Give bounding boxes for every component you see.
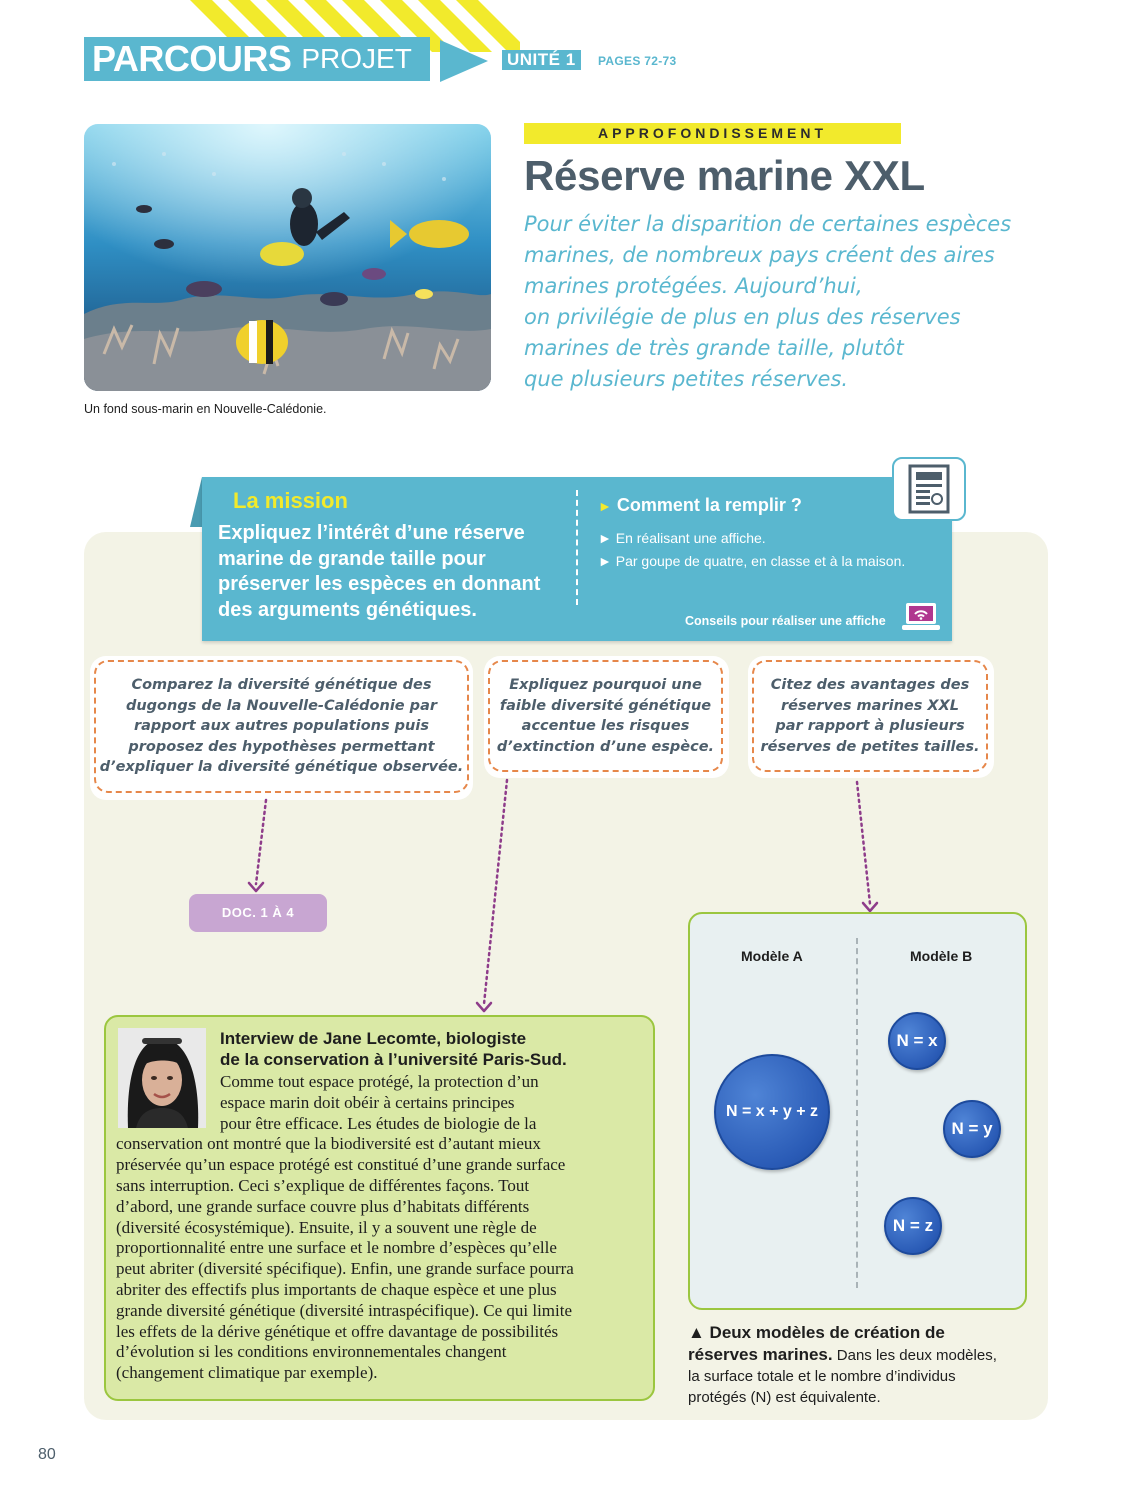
conseils-link[interactable]: Conseils pour réaliser une affiche: [685, 614, 886, 628]
interview-heading: [220, 1028, 640, 1070]
small-reserve-circle-z: N = z: [884, 1197, 942, 1255]
model-a-label: Modèle A: [741, 948, 803, 964]
kicker-label: APPROFONDISSEMENT: [524, 123, 901, 144]
interview-heading-line: de la conservation à l’université Paris-Sud.: [220, 1050, 567, 1069]
intro-line: marines de très grande taille, plutôt: [524, 336, 904, 360]
photo-caption: Un fond sous-marin en Nouvelle-Calédonie.: [84, 402, 327, 416]
interview-line: d’abord, une grande surface couvre plus d’habitats différents: [116, 1196, 530, 1216]
interview-line: (changement climatique par exemple).: [116, 1363, 378, 1383]
caption-text: la surface totale et le nombre d’individus: [688, 1368, 956, 1385]
intro-line: on privilégie de plus en plus des réserves: [524, 305, 961, 329]
question-line: Comparez la diversité génétique des: [131, 677, 432, 694]
question-line: accentue les risques: [521, 718, 690, 734]
question-line: proposez des hypothèses permettant: [128, 738, 435, 755]
banner-parcours: PARCOURS: [92, 38, 292, 79]
mission-line: Expliquez l’intérêt d’une réserve: [218, 522, 525, 544]
unit-label: UNITÉ 1: [502, 50, 581, 70]
interview-line: grande diversité génétique (diversité intraspécifique). Ce qui limite: [116, 1300, 573, 1320]
question-line: par rapport à plusieurs: [775, 718, 965, 734]
model-b-label: Modèle B: [910, 948, 973, 964]
models-divider: [856, 938, 858, 1288]
question-line: rapport aux autres populations puis: [134, 718, 429, 735]
small-reserve-circle-x: N = x: [888, 1012, 946, 1070]
interview-line: peut abriter (diversité spécifique). Enfin, une grande surface pourra: [116, 1259, 574, 1279]
question-line: d’expliquer la diversité génétique observée.: [99, 759, 464, 776]
how-title-text: Comment la remplir ?: [616, 495, 802, 515]
interview-line: pour être efficace. Les études de biologie de la: [220, 1113, 537, 1133]
intro-line: que plusieurs petites réserves.: [524, 367, 849, 391]
pages-reference: PAGES 72-73: [598, 54, 677, 68]
mission-line: des arguments génétiques.: [218, 598, 477, 621]
page-number: 80: [38, 1446, 56, 1463]
caption-bold: réserves marines.: [688, 1345, 833, 1364]
interview-line: Comme tout espace protégé, la protection d’un: [220, 1072, 539, 1091]
question-line: Expliquez pourquoi une: [509, 677, 702, 693]
question-line: Citez des avantages des: [770, 677, 970, 693]
how-item: ► En réalisant une affiche.: [598, 530, 766, 546]
question-line: dugongs de la Nouvelle-Calédonie par: [125, 697, 438, 714]
big-reserve-circle: N = x + y + z: [714, 1054, 830, 1170]
caption-bold: ▲ Deux modèles de création de: [688, 1323, 945, 1342]
mission-line: marine de grande taille pour: [218, 547, 486, 570]
interview-line: conservation ont montré que la biodiversité est d’autant mieux: [116, 1134, 541, 1154]
doc-reference-badge[interactable]: DOC. 1 À 4: [189, 894, 327, 932]
mission-title: La mission: [233, 488, 348, 513]
interview-text: [116, 1072, 646, 1384]
intro-line: marines, de nombreux pays créent des aires: [524, 243, 995, 267]
question-line: réserves marines XXL: [780, 697, 959, 714]
interview-line: (diversité écosystémique). Ensuite, il y a souvent une règle de: [116, 1217, 537, 1237]
question-line: faible diversité génétique: [499, 697, 712, 714]
intro-line: Pour éviter la disparition de certaines espèces: [524, 212, 1012, 236]
interview-line: espace marin doit obéir à certains principes: [220, 1092, 515, 1112]
interview-line: d’évolution si les conditions environnementales changent: [116, 1342, 507, 1362]
how-item: ► Par goupe de quatre, en classe et à la maison.: [598, 553, 906, 569]
caption-text: Dans les deux modèles,: [832, 1347, 997, 1364]
interview-line: sans interruption. Ceci s’explique de différentes façons. Tout: [116, 1175, 530, 1195]
question-line: d’extinction d’une espèce.: [496, 738, 715, 755]
caption-text: protégés (N) est équivalente.: [688, 1389, 881, 1406]
mission-line: préserver les espèces en donnant: [218, 573, 541, 595]
triangle-icon: ►: [598, 498, 612, 514]
interview-line: proportionnalité entre une surface et le nombre d’espèces qu’elle: [116, 1238, 557, 1258]
intro-line: marines protégées. Aujourd’hui,: [524, 274, 863, 298]
interview-heading-line: Interview de Jane Lecomte, biologiste: [220, 1029, 527, 1048]
interview-line: abriter des effectifs plus importants de chaque espèce et une plus: [116, 1279, 557, 1299]
models-caption: [688, 1322, 1033, 1408]
page-title: Réserve marine XXL: [524, 152, 925, 199]
interview-line: les effets de la dérive génétique et offre davantage de possibilités: [116, 1321, 559, 1341]
small-reserve-circle-y: N = y: [943, 1100, 1001, 1158]
interview-line: préservée qu’un espace protégé est constitué d’une grande surface: [116, 1155, 566, 1175]
question-line: réserves de petites tailles.: [760, 738, 980, 755]
banner-projet: PROJET: [301, 43, 412, 74]
